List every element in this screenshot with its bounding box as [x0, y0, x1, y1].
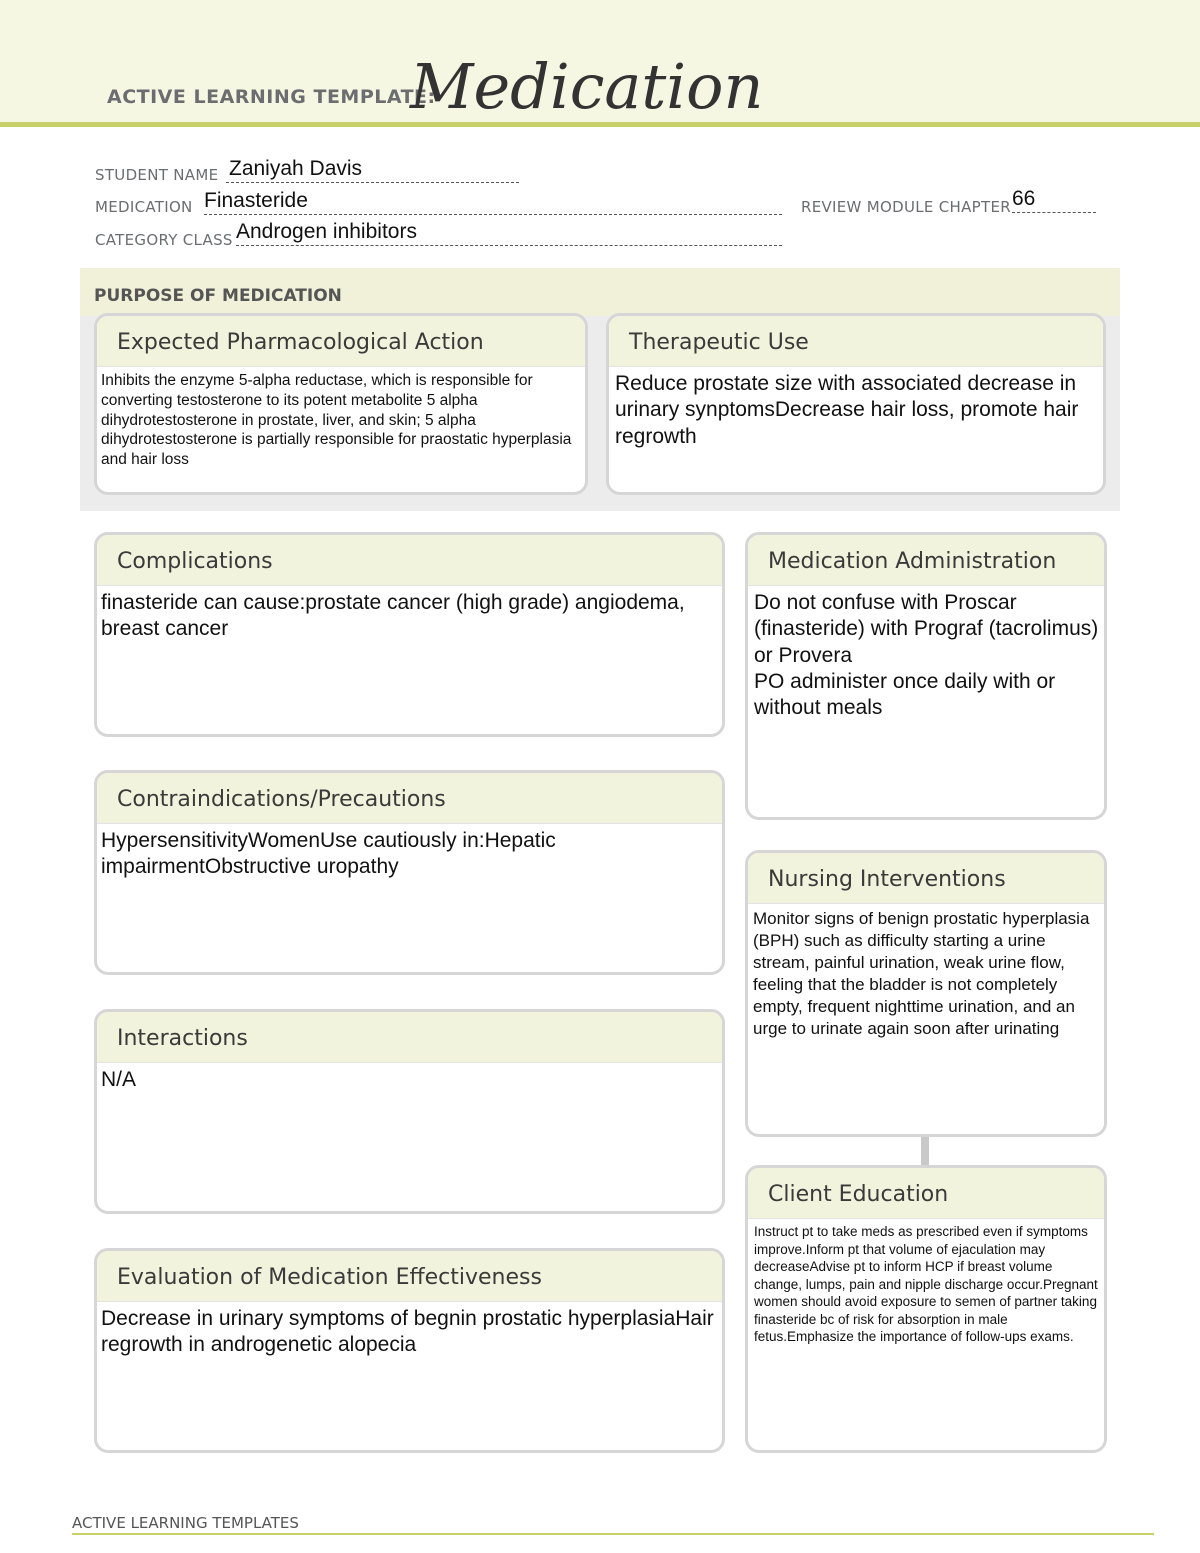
chapter-label: REVIEW MODULE CHAPTER	[801, 198, 1011, 216]
complications-box	[94, 532, 725, 737]
expected-action-title: Expected Pharmacological Action	[117, 330, 484, 355]
chapter-field[interactable]: 66	[1012, 186, 1096, 213]
contraindications-title: Contraindications/Precautions	[117, 787, 446, 812]
therapeutic-use-title: Therapeutic Use	[629, 330, 809, 355]
medication-field[interactable]: Finasteride	[204, 188, 782, 215]
expected-action-box	[94, 313, 588, 495]
expected-action-text[interactable]: Inhibits the enzyme 5-alpha reductase, which is responsible for converting testosterone to its potent metabolite 5 alpha dihydrotestosterone in prostate, liver, and skin; 5 alpha dihydrotestosterone is partially responsible for praostatic hyperplasia and hair loss	[101, 372, 572, 469]
nursing-interventions-title: Nursing Interventions	[768, 867, 1006, 892]
complications-title: Complications	[117, 549, 273, 574]
complications-text[interactable]: finasteride can cause:prostate cancer (high grade) angiodema, breast cancer	[101, 591, 685, 641]
interactions-text[interactable]: N/A	[101, 1068, 137, 1091]
footer-text: ACTIVE LEARNING TEMPLATES	[72, 1514, 299, 1532]
template-label: ACTIVE LEARNING TEMPLATE:	[107, 86, 436, 108]
purpose-title: PURPOSE OF MEDICATION	[94, 286, 342, 306]
therapeutic-use-box	[606, 313, 1106, 495]
category-label: CATEGORY CLASS	[95, 231, 233, 249]
page-title: Medication	[410, 50, 764, 123]
nursing-interventions-text[interactable]: Monitor signs of benign prostatic hyperplasia (BPH) such as difficulty starting a urine stream, painful urination, weak urine flow, feeling that the bladder is not completely empty, frequent nighttime urination, and an urge to urinate again soon after urinating	[753, 909, 1090, 1039]
client-education-title: Client Education	[768, 1182, 949, 1207]
contraindications-box	[94, 770, 725, 975]
evaluation-title: Evaluation of Medication Effectiveness	[117, 1265, 542, 1290]
purpose-title-bar	[80, 268, 1120, 316]
student-name-label: STUDENT NAME	[95, 166, 219, 184]
interactions-box	[94, 1009, 725, 1214]
client-education-box	[745, 1165, 1107, 1453]
contraindications-text[interactable]: HypersensitivityWomenUse cautiously in:Hepatic impairmentObstructive uropathy	[101, 829, 556, 879]
administration-text[interactable]: Do not confuse with Proscar (finasteride) with Prograf (tacrolimus) or Provera PO administer once daily with or without meals	[754, 591, 1099, 719]
connector-bar	[921, 1137, 929, 1165]
medication-label: MEDICATION	[95, 198, 193, 216]
category-field[interactable]: Androgen inhibitors	[236, 219, 782, 246]
administration-box	[745, 532, 1107, 820]
administration-title: Medication Administration	[768, 549, 1057, 574]
therapeutic-use-text[interactable]: Reduce prostate size with associated decrease in urinary synptomsDecrease hair loss, promote hair regrowth	[615, 372, 1079, 448]
evaluation-box	[94, 1248, 725, 1453]
nursing-interventions-box	[745, 850, 1107, 1137]
interactions-title: Interactions	[117, 1026, 248, 1051]
evaluation-text[interactable]: Decrease in urinary symptoms of begnin prostatic hyperplasiaHair regrowth in androgenetic alopecia	[101, 1307, 714, 1357]
student-name-field[interactable]: Zaniyah Davis	[226, 156, 519, 183]
client-education-text[interactable]: Instruct pt to take meds as prescribed even if symptoms improve.Inform pt that volume of ejaculation may decreaseAdvise pt to inform HCP if breast volume change, lumps, pain and nipple discharge occur.Pregnant women should avoid exposure to semen of partner taking finasteride bc of risk for absorption in male fetus.Emphasize the importance of follow-ups exams.	[754, 1224, 1098, 1345]
footer-divider	[72, 1533, 1154, 1535]
